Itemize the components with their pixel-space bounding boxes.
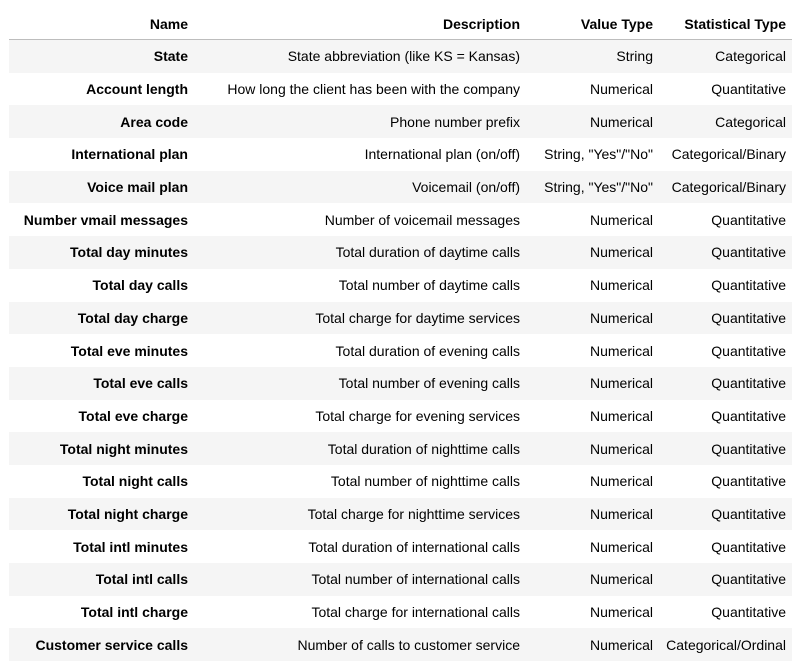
column-header-statistical-type: Statistical Type [659, 9, 792, 40]
table-row [9, 138, 792, 171]
cell-statistical-type: Categorical [659, 105, 792, 138]
cell-name: Total day calls [92, 277, 188, 294]
feature-description-table [9, 9, 792, 661]
cell-description: Total charge for international calls [311, 604, 520, 621]
cell-statistical-type: Quantitative [711, 342, 786, 359]
cell-value-type: Numerical [589, 277, 653, 294]
cell-statistical-type: Categorical/Binary [671, 146, 786, 163]
cell-description: Total duration of international calls [308, 538, 520, 555]
table-row [9, 334, 792, 367]
cell-description: Total duration of nighttime calls [194, 432, 526, 465]
cell-value-type: Numerical [589, 604, 653, 621]
table-row [9, 432, 792, 465]
cell-value-type: Numerical [526, 563, 659, 596]
cell-name: Total intl minutes [73, 538, 188, 555]
cell-value-type: Numerical [589, 342, 653, 359]
cell-value-type: Numerical [526, 105, 659, 138]
cell-description: Total number of international calls [194, 563, 526, 596]
cell-description: International plan (on/off) [364, 146, 520, 163]
cell-statistical-type: Quantitative [711, 277, 786, 294]
column-header-name: Name [9, 9, 194, 40]
cell-name: Total night charge [9, 498, 194, 531]
cell-statistical-type: Quantitative [711, 81, 786, 98]
cell-statistical-type: Quantitative [711, 407, 786, 424]
cell-name: Total eve calls [9, 367, 194, 400]
cell-value-type: Numerical [526, 236, 659, 269]
cell-name: State [9, 40, 194, 73]
cell-description: Number of voicemail messages [324, 211, 520, 228]
cell-name: Total day charge [9, 302, 194, 335]
cell-name: Voice mail plan [9, 171, 194, 204]
cell-name: International plan [71, 146, 188, 163]
table-row [9, 40, 792, 73]
cell-name: Total day minutes [9, 236, 194, 269]
cell-statistical-type: Categorical [659, 40, 792, 73]
cell-description: Total number of daytime calls [338, 277, 520, 294]
cell-description: Total number of evening calls [194, 367, 526, 400]
column-header-value-type: Value Type [526, 9, 659, 40]
cell-name: Account length [86, 81, 188, 98]
cell-description: Total charge for nighttime services [194, 498, 526, 531]
cell-statistical-type: Quantitative [659, 367, 792, 400]
cell-name: Total eve minutes [70, 342, 188, 359]
cell-value-type: Numerical [589, 211, 653, 228]
table-row [9, 171, 792, 204]
cell-value-type: Numerical [589, 473, 653, 490]
cell-value-type: Numerical [526, 628, 659, 661]
cell-name: Total intl calls [9, 563, 194, 596]
column-header-description: Description [194, 9, 526, 40]
cell-name: Total night minutes [9, 432, 194, 465]
table-row [9, 269, 792, 302]
cell-description: Total number of nighttime calls [330, 473, 520, 490]
cell-value-type: Numerical [526, 302, 659, 335]
table-row [9, 367, 792, 400]
table-row [9, 400, 792, 433]
cell-description: Total charge for daytime services [194, 302, 526, 335]
table-row [9, 73, 792, 106]
header-row [9, 9, 792, 40]
cell-description: Total charge for evening services [315, 407, 520, 424]
cell-statistical-type: Quantitative [659, 432, 792, 465]
cell-statistical-type: Categorical/Ordinal [659, 628, 792, 661]
table-row [9, 563, 792, 596]
cell-statistical-type: Categorical/Binary [659, 171, 792, 204]
table-row [9, 203, 792, 236]
cell-value-type: Numerical [589, 538, 653, 555]
table-row [9, 628, 792, 661]
cell-description: Phone number prefix [194, 105, 526, 138]
cell-value-type: Numerical [526, 498, 659, 531]
table-row [9, 530, 792, 563]
table-body [9, 40, 792, 662]
cell-value-type: Numerical [589, 407, 653, 424]
cell-name: Area code [9, 105, 194, 138]
cell-value-type: Numerical [526, 367, 659, 400]
cell-description: Number of calls to customer service [194, 628, 526, 661]
cell-name: Total night calls [82, 473, 188, 490]
table-row [9, 105, 792, 138]
cell-statistical-type: Quantitative [711, 473, 786, 490]
cell-statistical-type: Quantitative [659, 563, 792, 596]
cell-value-type: String, "Yes"/"No" [526, 171, 659, 204]
table-row [9, 302, 792, 335]
cell-description: State abbreviation (like KS = Kansas) [194, 40, 526, 73]
table-row [9, 465, 792, 498]
table-row [9, 498, 792, 531]
cell-name: Number vmail messages [23, 211, 188, 228]
cell-description: How long the client has been with the company [227, 81, 520, 98]
table-row [9, 236, 792, 269]
cell-statistical-type: Quantitative [711, 538, 786, 555]
cell-value-type: Numerical [526, 432, 659, 465]
table-row [9, 596, 792, 629]
cell-name: Total intl charge [80, 604, 188, 621]
cell-statistical-type: Quantitative [659, 302, 792, 335]
cell-value-type: String, "Yes"/"No" [544, 146, 653, 163]
cell-description: Voicemail (on/off) [194, 171, 526, 204]
cell-description: Total duration of daytime calls [194, 236, 526, 269]
cell-value-type: String [526, 40, 659, 73]
cell-value-type: Numerical [589, 81, 653, 98]
cell-name: Customer service calls [9, 628, 194, 661]
cell-statistical-type: Quantitative [659, 498, 792, 531]
cell-statistical-type: Quantitative [711, 604, 786, 621]
cell-description: Total duration of evening calls [335, 342, 520, 359]
cell-statistical-type: Quantitative [711, 211, 786, 228]
cell-statistical-type: Quantitative [659, 236, 792, 269]
cell-name: Total eve charge [78, 407, 188, 424]
